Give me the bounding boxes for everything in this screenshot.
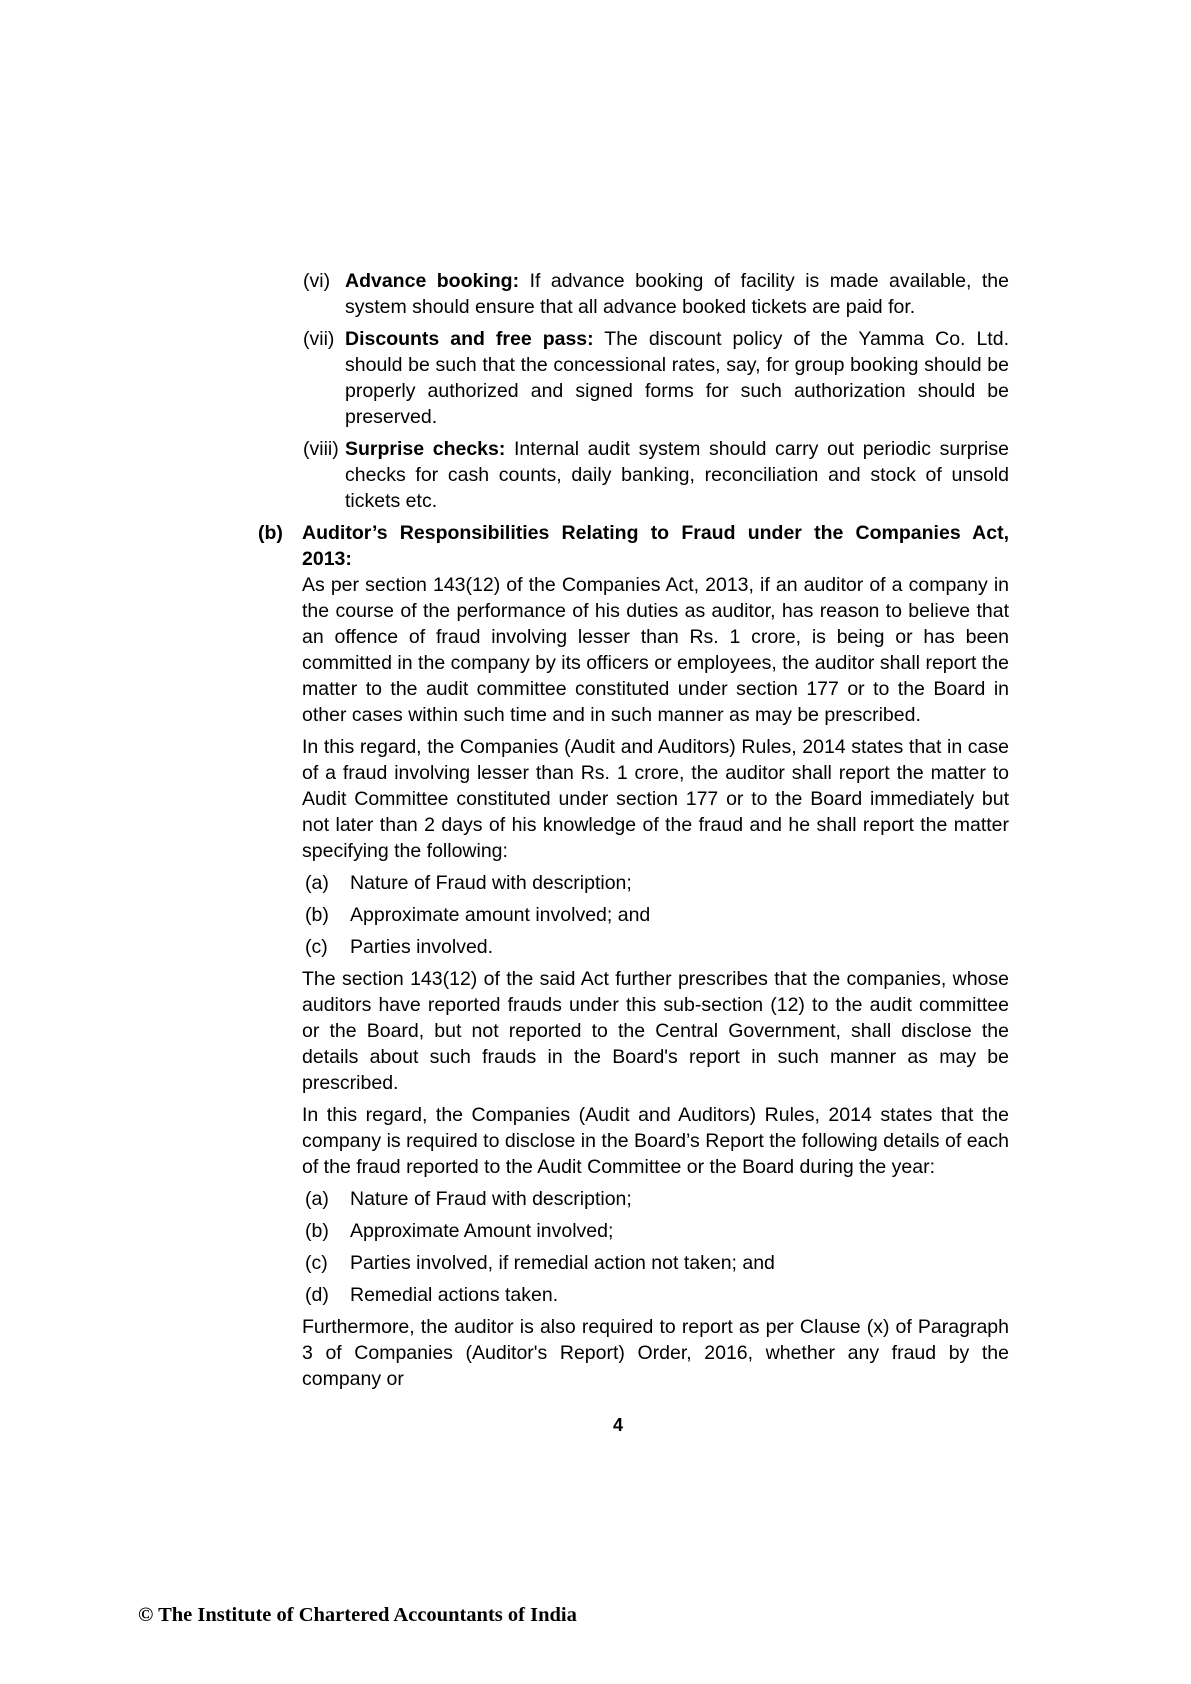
list-item-text: Internal audit system should carry out periodic surprise checks for cash counts, daily banking, reconciliation and stock of unsold tickets etc. — [345, 438, 1009, 512]
list-item-text: Approximate amount involved; and — [350, 904, 651, 926]
paragraph-rules-2014-disclose: In this regard, the Companies (Audit and Auditors) Rules, 2014 states that the company is required to disclose in the Board’s Report the following details of each of the fraud reported to the Audit Committee or the Board during the year: — [302, 1104, 1009, 1178]
page-content — [258, 268, 1009, 1392]
list-item — [302, 1250, 1009, 1276]
list-marker: (b) — [305, 904, 329, 926]
list-marker: (vi) — [303, 270, 331, 292]
page-number: 4 — [612, 1415, 623, 1435]
paragraph-disclosure-board-report: The section 143(12) of the said Act further prescribes that the companies, whose auditors have reported frauds under this sub-section (12) to the audit committee or the Board, but not reported to the Central Government, shall disclose the details about such frauds in the Board's report in such manner as may be prescribed. — [302, 968, 1009, 1094]
list-item-discounts-free-pass — [303, 326, 1009, 430]
fraud-report-details-list — [302, 870, 1009, 960]
list-marker: (a) — [305, 872, 329, 894]
list-item-text: Nature of Fraud with description; — [350, 872, 632, 894]
list-item — [302, 1186, 1009, 1212]
copyright-footer: © The Institute of Chartered Accountants of India — [138, 1604, 577, 1626]
list-marker: (c) — [305, 936, 328, 958]
list-item — [302, 870, 1009, 896]
section-b — [258, 520, 1009, 1392]
list-item-text: Parties involved, if remedial action not taken; and — [350, 1252, 775, 1274]
list-item-text: The discount policy of the Yamma Co. Ltd. should be such that the concessional rates, say, for group booking should be properly authorized and signed forms for such authorization should be preserved. — [345, 328, 1009, 428]
list-item — [302, 1218, 1009, 1244]
internal-control-list — [303, 268, 1009, 514]
paragraph-caro-2016: Furthermore, the auditor is also required to report as per Clause (x) of Paragraph 3 of Companies (Auditor's Report) Order, 2016, whether any fraud by the company or — [302, 1316, 1009, 1390]
list-item-lead: Advance booking: — [345, 270, 520, 292]
section-b-body — [302, 520, 1009, 1392]
list-item-lead: Discounts and free pass: — [345, 328, 594, 350]
list-marker: (viii) — [303, 438, 339, 460]
list-marker: (vii) — [303, 328, 335, 350]
list-item — [302, 934, 1009, 960]
paragraph-rules-2014-report: In this regard, the Companies (Audit and Auditors) Rules, 2014 states that in case of a fraud involving lesser than Rs. 1 crore, the auditor shall report the matter to Audit Committee constituted under section 177 or to the Board immediately but not later than 2 days of his knowledge of the fraud and he shall report the matter specifying the following: — [302, 736, 1009, 862]
list-item-text: Parties involved. — [350, 936, 494, 958]
list-item — [302, 1282, 1009, 1308]
section-heading: Auditor’s Responsibilities Relating to Fraud under the Companies Act, 2013: — [302, 522, 1009, 570]
list-marker: (a) — [305, 1188, 329, 1210]
list-marker: (d) — [305, 1284, 329, 1306]
list-marker: (b) — [305, 1220, 329, 1242]
list-item-text: If advance booking of facility is made available, the system should ensure that all advance booked tickets are paid for. — [345, 270, 1009, 318]
board-report-details-list — [302, 1186, 1009, 1308]
list-item-text: Approximate Amount involved; — [350, 1220, 614, 1242]
list-item-text: Remedial actions taken. — [350, 1284, 559, 1306]
paragraph-section-143-12: As per section 143(12) of the Companies Act, 2013, if an auditor of a company in the course of the performance of his duties as auditor, has reason to believe that an offence of fraud involving lesser than Rs. 1 crore, is being or has been committed in the company by its officers or employees, the auditor shall report the matter to the audit committee constituted under section 177 or to the Board in other cases within such time and in such manner as may be prescribed. — [302, 574, 1009, 726]
list-item — [302, 902, 1009, 928]
list-item-text: Nature of Fraud with description; — [350, 1188, 632, 1210]
list-marker: (c) — [305, 1252, 328, 1274]
section-marker: (b) — [258, 522, 283, 544]
list-item-lead: Surprise checks: — [345, 438, 506, 460]
list-item-advance-booking — [303, 268, 1009, 320]
list-item-surprise-checks — [303, 436, 1009, 514]
